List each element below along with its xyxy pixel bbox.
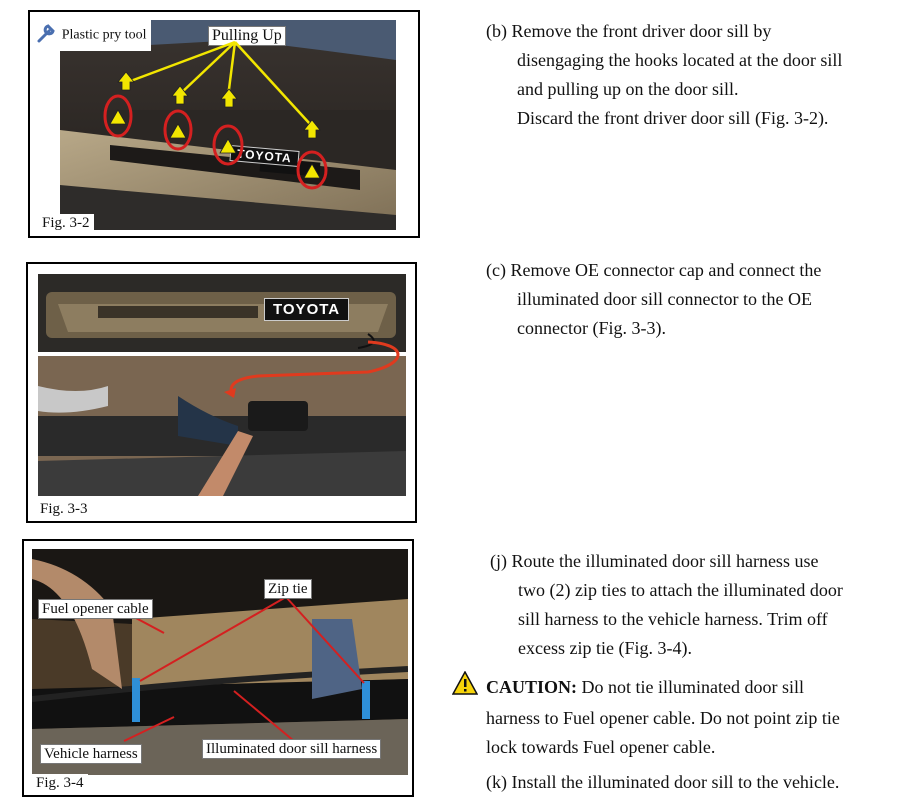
figure-3-3 (26, 262, 417, 523)
step-b-line-1: (b) Remove the front driver door sill by (486, 21, 772, 41)
caution-line-1 (486, 673, 804, 702)
figure-label: Fig. 3-4 (32, 774, 88, 793)
caution-text-1: Do not tie illuminated door sill (581, 677, 804, 697)
caution-triangle-icon (452, 671, 482, 704)
vehicle-harness-callout: Vehicle harness (40, 744, 142, 764)
step-b-line-2: disengaging the hooks located at the door sill (517, 50, 843, 70)
step-j-line-3: sill harness to the vehicle harness. Trim off (518, 609, 828, 629)
step-c (486, 256, 821, 343)
illuminated-door-sill-harness-callout: Illuminated door sill harness (202, 739, 381, 759)
toyota-badge: TOYOTA (229, 145, 299, 167)
route-arrow-overlay (28, 264, 419, 525)
toyota-badge: TOYOTA (264, 298, 349, 321)
step-c-line-3: connector (Fig. 3-3). (517, 318, 666, 338)
step-b (486, 17, 842, 133)
figure-3-4 (22, 539, 414, 797)
callout-overlay (30, 12, 422, 240)
figure-label: Fig. 3-2 (38, 214, 94, 233)
step-j (490, 547, 843, 663)
fuel-opener-cable-callout: Fuel opener cable (38, 599, 153, 619)
step-b-line-4: Discard the front driver door sill (Fig. 3-2). (517, 108, 829, 128)
caution-title: CAUTION: (486, 677, 578, 697)
step-c-line-1: (c) Remove OE connector cap and connect the (486, 260, 822, 280)
pulling-up-callout: Pulling Up (208, 26, 286, 46)
step-j-line-2: two (2) zip ties to attach the illuminated door (518, 580, 843, 600)
step-k-line: (k) Install the illuminated door sill to the vehicle. (486, 772, 840, 792)
caution-block (452, 671, 840, 762)
caution-line-3: lock towards Fuel opener cable. (486, 737, 716, 757)
plastic-pry-tool-label: Plastic pry tool (61, 27, 147, 43)
step-j-line-1: (j) Route the illuminated door sill harness use (490, 551, 819, 571)
figure-3-2 (28, 10, 420, 238)
figure-label: Fig. 3-3 (36, 500, 92, 519)
step-j-line-4: excess zip tie (Fig. 3-4). (518, 638, 692, 658)
zip-tie-callout: Zip tie (264, 579, 312, 599)
step-b-line-3: and pulling up on the door sill. (517, 79, 739, 99)
caution-line-2: harness to Fuel opener cable. Do not point zip tie (486, 708, 840, 728)
step-k (486, 768, 839, 797)
step-c-line-2: illuminated door sill connector to the OE (517, 289, 812, 309)
